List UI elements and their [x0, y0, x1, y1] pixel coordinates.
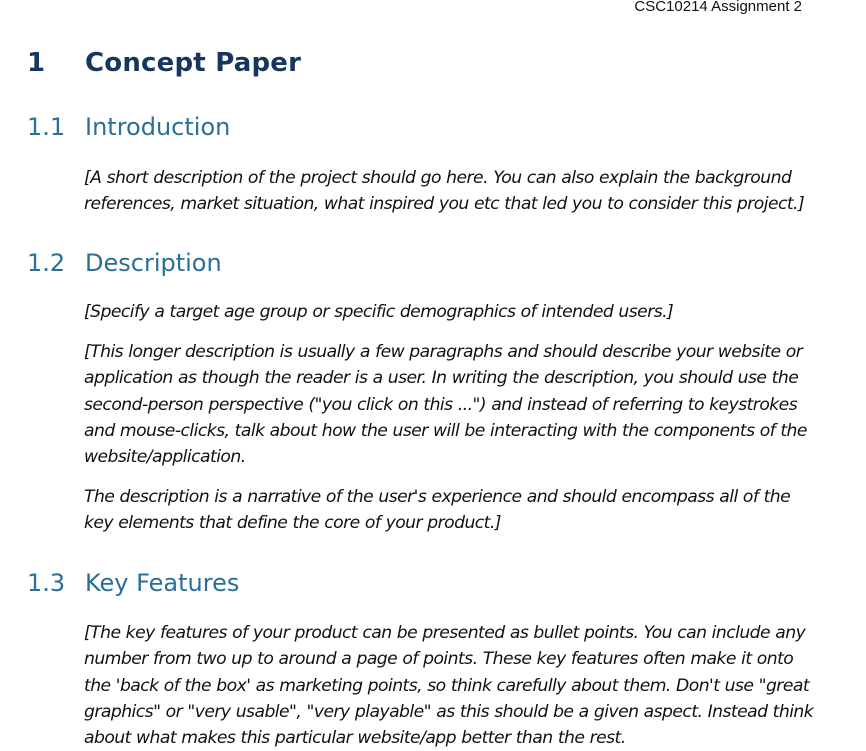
- description-paragraph-long: [This longer description is usually a few paragraphs and should describe your website or application as though the reader is a user. In writing the description, you should use the second-person perspective ("you click on this ...") and instead of referring to keystrokes and mouse-clicks, talk about how the user will be interacting with the components of the website/application.: [84, 342, 807, 468]
- section-number: 1.2: [27, 249, 66, 277]
- running-header: CSC10214 Assignment 2: [634, 0, 802, 15]
- section-number: 1.1: [27, 113, 66, 141]
- section-title: Introduction: [85, 113, 231, 141]
- key-features-paragraph: [The key features of your product can be presented as bullet points. You can include any number from two up to around a page of points. These key features often make it onto the 'back of the box' as marketing points, so think carefully about them. Don't use "great graphics" or "very usable", "very playable" as this should be a given aspect. Instead think about what makes this particular website/app better than the rest.: [84, 623, 814, 749]
- description-paragraph-demographics: [Specify a target age group or specific demographics of intended users.]: [84, 302, 674, 322]
- description-paragraph-narrative: The description is a narrative of the user's experience and should encompass all of the key elements that define the core of your product.]: [84, 487, 791, 534]
- section-number: 1.3: [27, 569, 66, 597]
- section-title: Key Features: [85, 569, 240, 597]
- heading-number: 1: [27, 48, 46, 78]
- section-title: Description: [85, 249, 222, 277]
- heading-description: [27, 249, 222, 277]
- heading-introduction: [27, 113, 230, 141]
- heading-title: Concept Paper: [85, 48, 302, 78]
- heading-key-features: [27, 569, 239, 597]
- intro-paragraph: [A short description of the project should go here. You can also explain the background references, market situation, what inspired you etc that led you to consider this project.]: [84, 168, 805, 215]
- heading-concept-paper: [27, 48, 301, 78]
